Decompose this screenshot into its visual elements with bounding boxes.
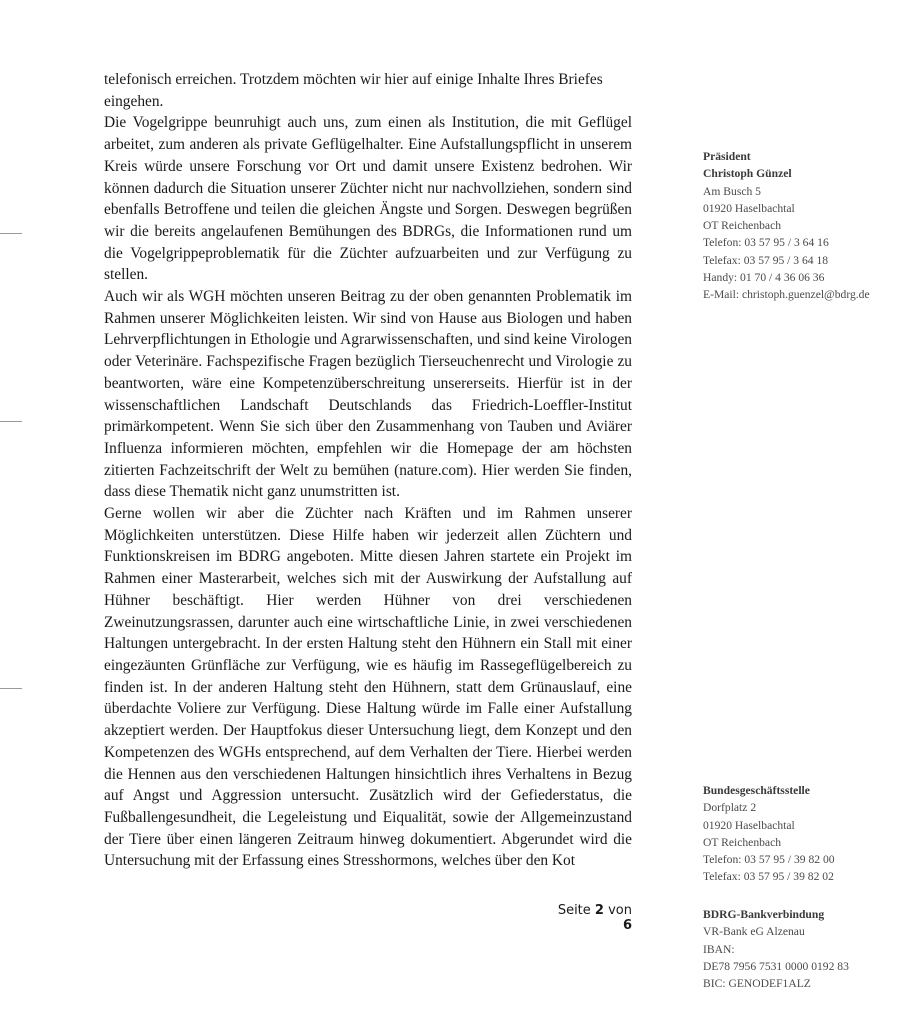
office-city: 01920 Haselbachtal — [703, 818, 795, 832]
president-district: OT Reichenbach — [703, 219, 782, 233]
office-phone: Telefon: 03 57 95 / 39 82 00 — [703, 853, 835, 867]
page-prefix: Seite — [557, 903, 591, 918]
president-phone: Telefon: 03 57 95 / 3 64 16 — [703, 236, 829, 250]
iban-value: DE78 7956 7531 0000 0192 83 — [703, 959, 849, 973]
fold-mark — [0, 233, 22, 234]
page-total: 6 — [622, 918, 632, 933]
page-number — [548, 903, 632, 933]
president-contact — [703, 148, 899, 304]
body-paragraph: Gerne wollen wir aber die Züchter nach Kräften und im Rahmen unserer Möglichkeiten unterstützen. Diese Hilfe haben wir jederzeit allen Züchtern und Funktionskreisen im BDRG angeboten. Mitte diesen Jahren startete ein Projekt im Rahmen einer Masterarbeit, welches sich mit der Auswirkung der Aufstallung auf Hühner beschäftigt. Hier werden Hühner von drei verschiedenen Zweinutzungsrassen, darunter auch eine wirtschaftliche Linie, in zwei verschiedenen Haltungen untergebracht. In der ersten Haltung steht den Hühnern ein Stall mit einer eingezäunten Grünfläche zur Verfügung, wie es häufig im Rassegeflügelbereich zu finden ist. In der anderen Haltung steht den Hühnern, statt dem Grünauslauf, eine überdachte Voliere zur Verfügung. Diese Haltung würde im Falle einer Aufstallung akzeptiert werden. Der Hauptfokus dieser Untersuchung liegt, dem Konzept und den Kompetenzen des WGHs entsprechend, auf dem Verhalten der Tiere. Hierbei werden die Hennen aus den verschiedenen Haltungen hinsichtlich ihres Verhaltens in Bezug auf Angst und Aggression untersucht. Zusätzlich wird der Gefiederstatus, die Fußballengesundheit, die Legeleistung und Eiqualität, sowie der Allgemeinzustand der Tiere über einen längeren Zeitraum hinweg dokumentiert. Abgerundet wird die Untersuchung mit der Erfassung eines Stresshormons, welches über den Kot — [104, 505, 632, 870]
bank-name: VR-Bank eG Alzenau — [703, 925, 805, 939]
office-title: Bundesgeschäftsstelle — [703, 784, 810, 797]
president-fax: Telefax: 03 57 95 / 3 64 18 — [703, 253, 829, 267]
page-separator: von — [608, 903, 632, 918]
office-contact — [703, 782, 899, 886]
fold-mark — [0, 688, 22, 689]
bank-title: BDRG-Bankverbindung — [703, 908, 825, 921]
bank-details — [703, 906, 899, 992]
office-district: OT Reichenbach — [703, 835, 782, 849]
president-street: Am Busch 5 — [703, 184, 761, 198]
body-paragraph: Die Vogelgrippe beunruhigt auch uns, zum einen als Institution, die mit Geflügel arbeitet, zum anderen als private Geflügelhalter. Eine Aufstallungspflicht in unserem Kreis würde unsere Forschung vor Ort und damit unsere Existenz bedrohen. Wir können dadurch die Situation unserer Züchter nicht nur nachvollziehen, sondern sind ebenfalls Betroffene und teilen die gleichen Ängste und Sorgen. Deswegen begrüßen wir die bereits angelaufenen Bemühungen des BDRGs, die Informationen rund um die Vogelgrippeproblematik für die Züchter aufzuarbeiten und zur Verfügung zu stellen. — [104, 114, 632, 284]
president-name: Christoph Günzel — [703, 167, 792, 181]
iban-label: IBAN: — [703, 942, 735, 956]
body-paragraph: telefonisch erreichen. Trotzdem möchten wir hier auf einige Inhalte Ihres Briefes eingehen. — [104, 71, 603, 110]
body-paragraph: Auch wir als WGH möchten unseren Beitrag zu der oben genannten Problematik im Rahmen unserer Möglichkeiten leisten. Wir sind von Hause aus Biologen und haben Lehrverpflichtungen in Ethologie und Agrarwissenschaften, und sind keine Virologen oder Veterinäre. Fachspezifische Fragen bezüglich Tierseuchenrecht und Virologie zu beantworten, wäre eine Kompetenzüberschreitung unsererseits. Hierfür ist in der wissenschaftlichen Landschaft Deutschlands das Friedrich-Loeffler-Institut primärkompetent. Wenn Sie sich über den Zusammenhang von Tauben und Aviärer Influenza informieren möchten, empfehlen wir die Homepage der am höchsten zitierten Fachzeitschrift der Welt zu bemühen (nature.com). Hier werden Sie finden, dass diese Thematik nicht ganz unumstritten ist. — [104, 288, 632, 501]
president-city: 01920 Haselbachtal — [703, 201, 795, 215]
president-email[interactable]: E-Mail: christoph.guenzel@bdrg.de — [703, 288, 870, 302]
office-fax: Telefax: 03 57 95 / 39 82 02 — [703, 870, 834, 884]
page-current: 2 — [594, 903, 604, 918]
hole-punch-mark — [0, 421, 22, 422]
bic-value: BIC: GENODEF1ALZ — [703, 977, 811, 991]
president-role: Präsident — [703, 150, 751, 163]
office-street: Dorfplatz 2 — [703, 801, 757, 815]
president-mobile: Handy: 01 70 / 4 36 06 36 — [703, 271, 825, 285]
letter-body — [104, 69, 632, 872]
